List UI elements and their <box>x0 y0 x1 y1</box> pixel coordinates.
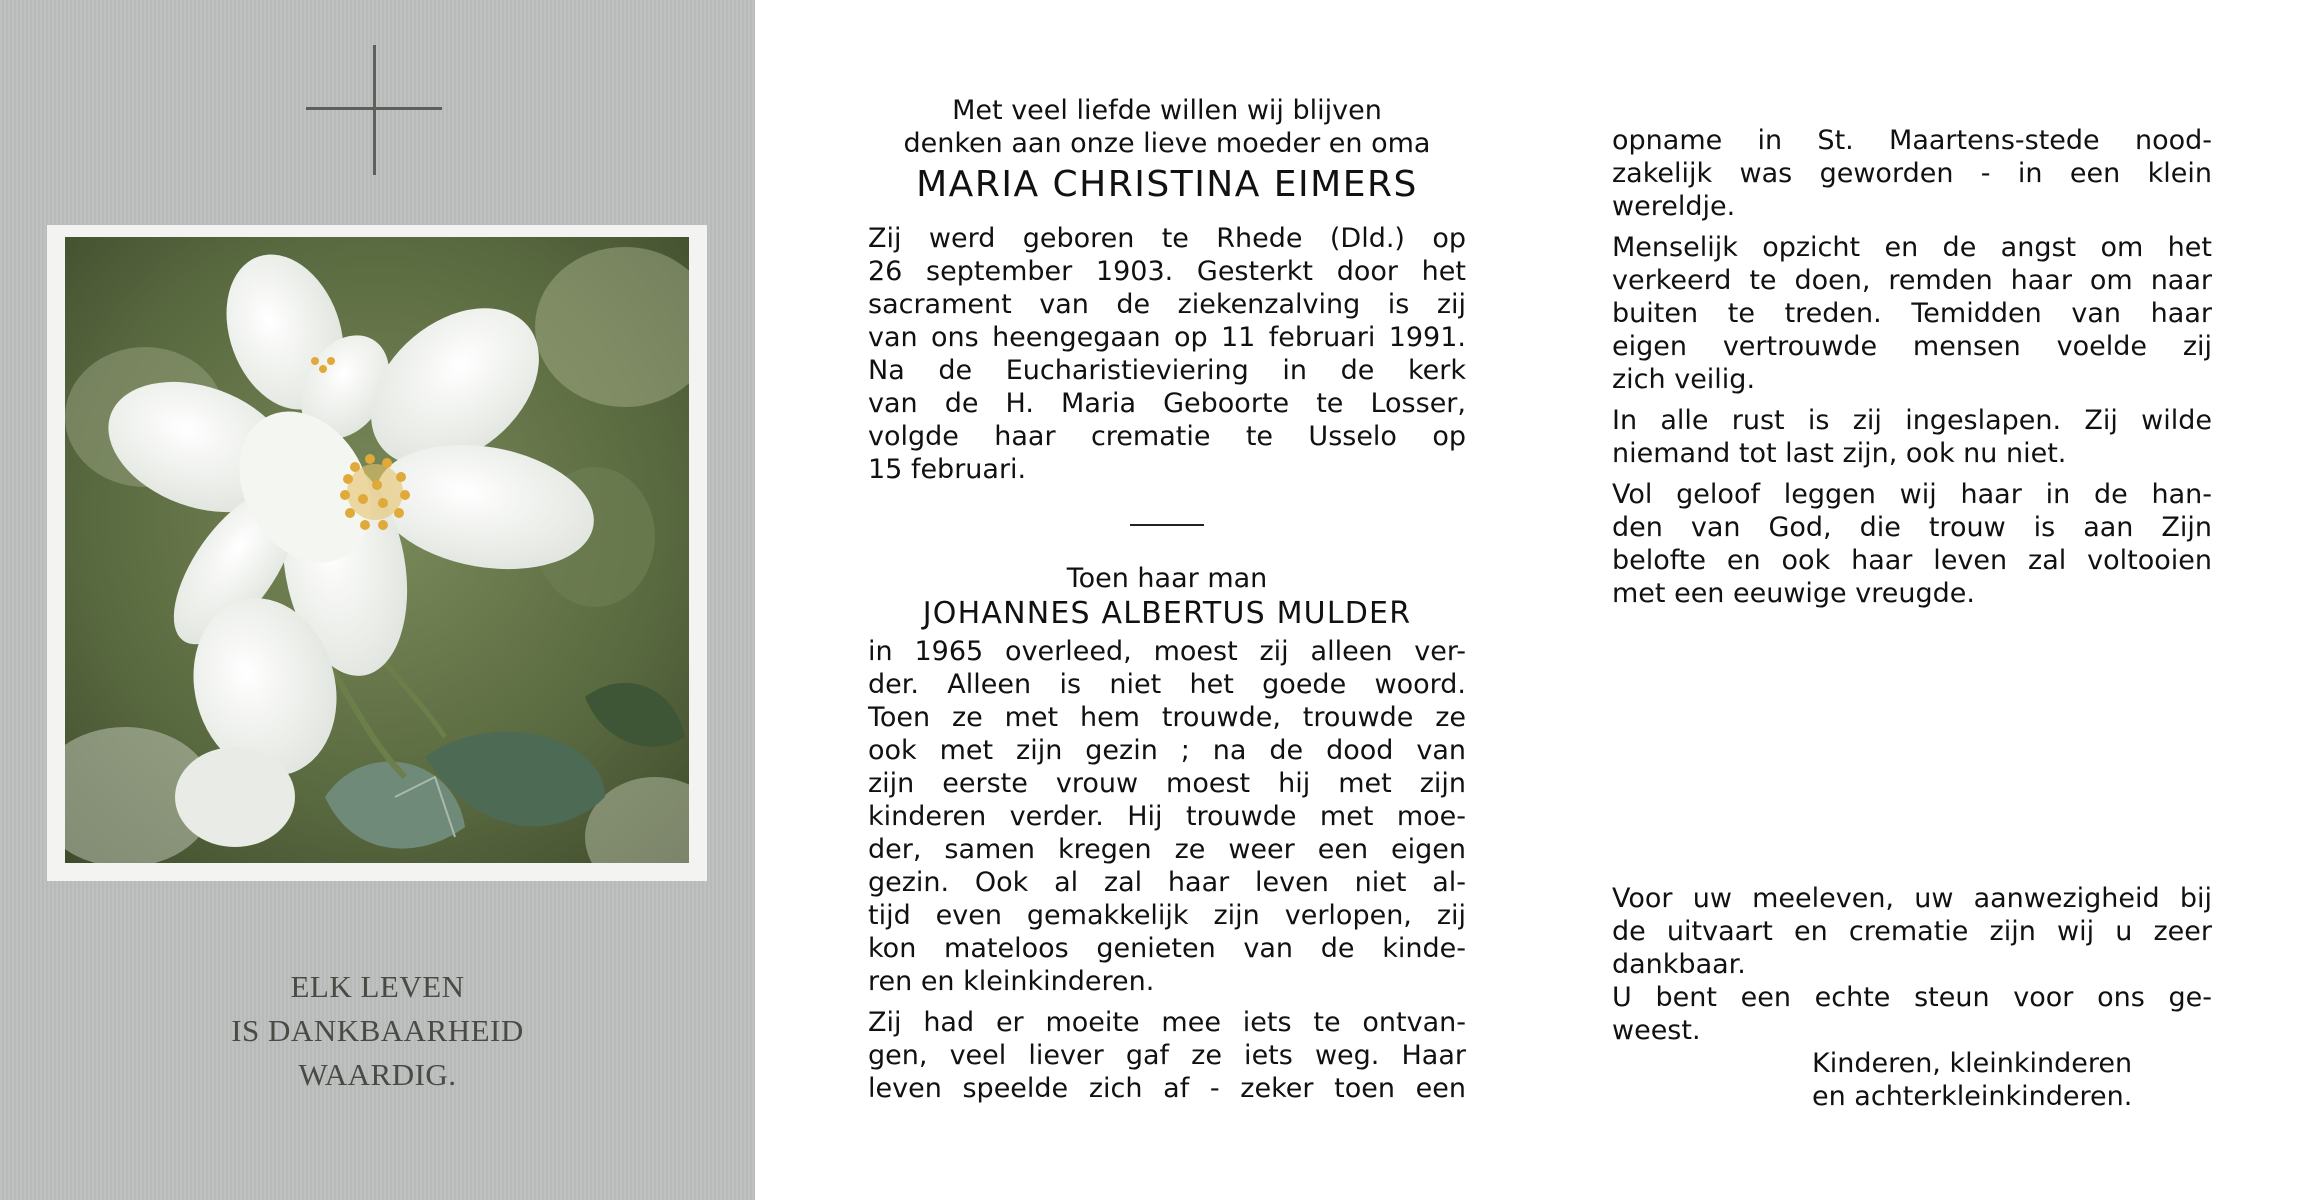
text-line: Zij werd geboren te Rhede (Dld.) op <box>868 223 1466 254</box>
text-column-2 <box>1612 124 2212 610</box>
text-line: ook met zijn gezin ; na de dood van <box>868 735 1466 766</box>
text-line: zakelijk was geworden - in een klein <box>1612 158 2212 189</box>
text-line: dankbaar. <box>1612 949 1746 980</box>
card-front <box>0 0 755 1200</box>
text-line: ren en kleinkinderen. <box>868 966 1155 997</box>
text-line: kinderen verder. Hij trouwde met moe- <box>868 801 1466 832</box>
photo-frame <box>47 225 707 881</box>
text-line: in 1965 overleed, moest zij alleen ver- <box>868 636 1466 667</box>
text-line: der, samen kregen ze weer een eigen <box>868 834 1466 865</box>
signoff-line: en achterkleinkinderen. <box>1812 1081 2133 1112</box>
text-line: In alle rust is zij ingeslapen. Zij wilde <box>1612 405 2212 436</box>
deceased-name: MARIA CHRISTINA EIMERS <box>916 164 1418 205</box>
signoff <box>1812 1047 2212 1113</box>
text-line: gezin. Ook al zal haar leven niet al- <box>868 867 1466 898</box>
text-line: met een eeuwige vreugde. <box>1612 578 1975 609</box>
text-line: Zij had er moeite mee iets te ontvan- <box>868 1007 1466 1038</box>
text-line: den van God, die trouw is aan Zijn <box>1612 512 2212 543</box>
text-line: verkeerd te doen, remden haar om naar <box>1612 265 2212 296</box>
text-line: zijn eerste vrouw moest hij met zijn <box>868 768 1466 799</box>
husband-intro: Toen haar man <box>1066 563 1268 594</box>
motto-line: IS DANKBAARHEID <box>231 1013 524 1048</box>
divider <box>1130 524 1204 526</box>
motto-line: ELK LEVEN <box>290 969 465 1004</box>
text-line: kon mateloos genieten van de kinde- <box>868 933 1466 964</box>
text-line: gen, veel liever gaf ze iets weg. Haar <box>868 1040 1466 1071</box>
text-line: zich veilig. <box>1612 364 1756 395</box>
signoff-line: Kinderen, kleinkinderen <box>1812 1048 2133 1079</box>
text-line: eigen vertrouwde mensen voelde zij <box>1612 331 2212 362</box>
text-line: Na de Eucharistieviering in de kerk <box>868 355 1466 386</box>
thanks-block <box>1612 882 2212 1113</box>
motto-line: WAARDIG. <box>298 1057 457 1092</box>
text-line: volgde haar crematie te Usselo op <box>868 421 1466 452</box>
text-line: 26 september 1903. Gesterkt door het <box>868 256 1466 287</box>
text-line: 15 februari. <box>868 454 1027 485</box>
text-line: tijd even gemakkelijk zijn verlopen, zij <box>868 900 1466 931</box>
intro-line: Met veel liefde willen wij blijven <box>952 95 1382 126</box>
text-line: Vol geloof leggen wij haar in de han- <box>1612 479 2212 510</box>
husband-name: JOHANNES ALBERTUS MULDER <box>922 596 1412 631</box>
text-line: Voor uw meeleven, uw aanwezigheid bij <box>1612 883 2212 914</box>
text-column-1 <box>868 94 1466 1105</box>
text-line: van de H. Maria Geboorte te Losser, <box>868 388 1466 419</box>
text-line: der. Alleen is niet het goede woord. <box>868 669 1466 700</box>
text-line: opname in St. Maartens-stede nood- <box>1612 125 2212 156</box>
motto <box>0 965 755 1097</box>
text-line: sacrament van de ziekenzalving is zij <box>868 289 1466 320</box>
cross-icon <box>306 45 442 175</box>
text-line: niemand tot last zijn, ook nu niet. <box>1612 438 2067 469</box>
text-line: van ons heengegaan op 11 februari 1991. <box>868 322 1466 353</box>
text-line: Menselijk opzicht en de angst om het <box>1612 232 2212 263</box>
text-line: weest. <box>1612 1015 1701 1046</box>
text-line: U bent een echte steun voor ons ge- <box>1612 982 2212 1013</box>
intro-line: denken aan onze lieve moeder en oma <box>903 128 1431 159</box>
white-flower-photo <box>65 237 689 863</box>
text-line: Toen ze met hem trouwde, trouwde ze <box>868 702 1466 733</box>
text-line: de uitvaart en crematie zijn wij u zeer <box>1612 916 2212 947</box>
text-line: wereldje. <box>1612 191 1736 222</box>
text-line: buiten te treden. Temidden van haar <box>1612 298 2212 329</box>
text-line: leven speelde zich af - zeker toen een <box>868 1073 1466 1104</box>
text-line: belofte en ook haar leven zal voltooien <box>1612 545 2212 576</box>
